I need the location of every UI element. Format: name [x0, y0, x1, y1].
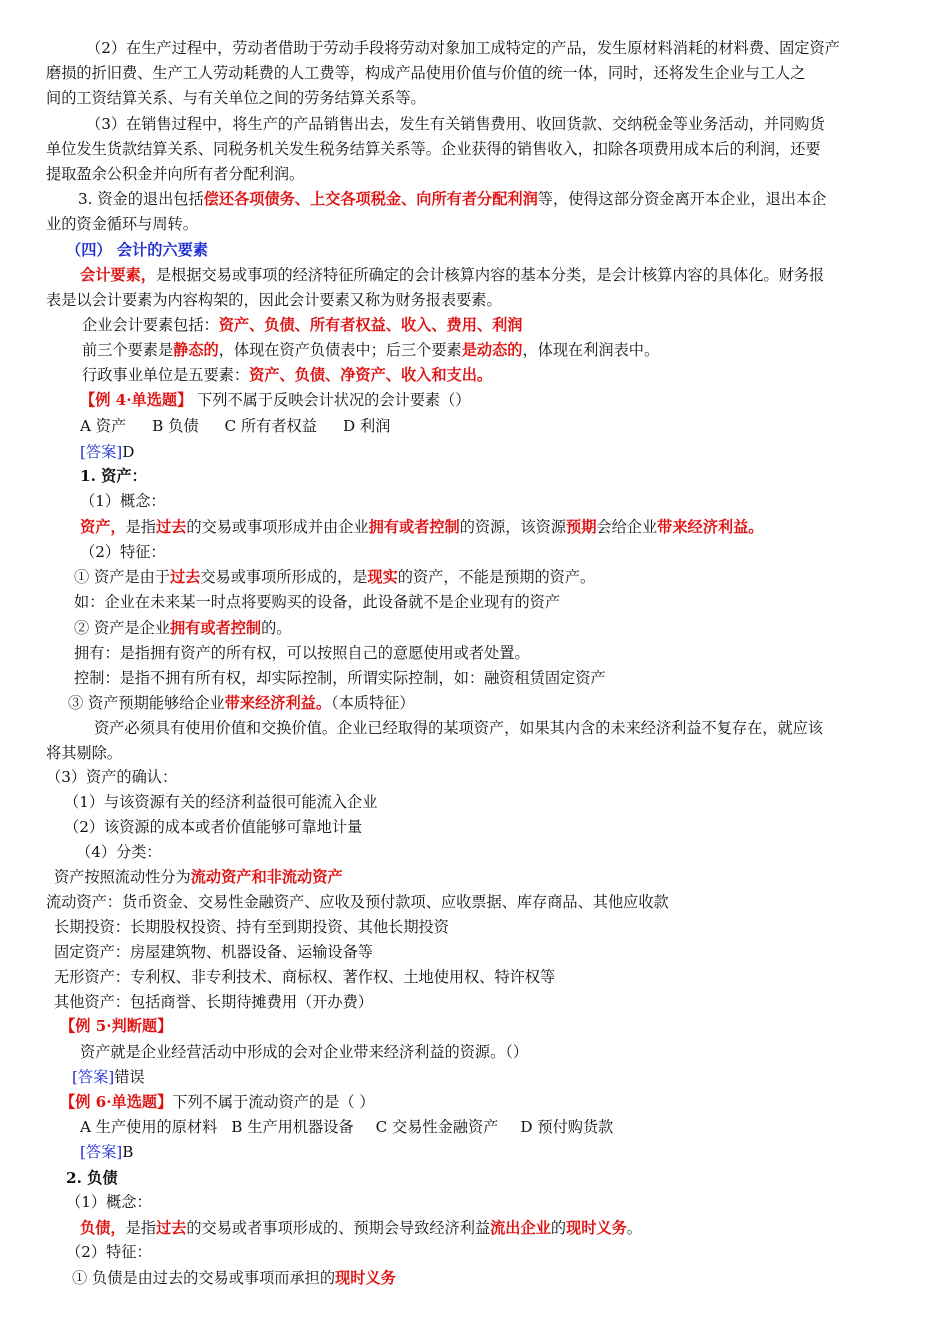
text-line: [80, 466, 147, 488]
text-line: [82, 340, 659, 362]
body-text: 下列不属于流动资产的是（ ）: [172, 1093, 375, 1111]
text-line: [66, 1192, 152, 1214]
text-line: [54, 917, 449, 939]
text-line: [64, 792, 377, 814]
text-line: [64, 817, 362, 839]
heading-text: 2. 负债: [66, 1169, 118, 1187]
body-text: （2）特征：: [66, 1243, 152, 1261]
body-text: 会给企业: [596, 518, 658, 536]
text-line: [46, 290, 502, 312]
text-line: [76, 842, 162, 864]
body-text: （3）在销售过程中，将生产的产品销售出去，发生有关销售费用、收回货款、交纳税金等业务活动，并同购货: [86, 115, 825, 133]
text-line: [54, 967, 555, 989]
body-text: B 生产用机器设备: [231, 1118, 354, 1136]
text-line: [80, 1117, 613, 1139]
text-line: [72, 1067, 145, 1089]
highlight-text: 资产，: [80, 518, 126, 536]
body-text: 资产按照流动性分为: [54, 868, 191, 886]
body-text: （1）概念：: [80, 492, 166, 510]
text-line: [80, 1218, 642, 1240]
body-text: D 预付购货款: [520, 1118, 614, 1136]
body-text: （2）该资源的成本或者价值能够可靠地计量: [64, 818, 363, 836]
highlight-text: 预期: [566, 518, 597, 536]
text-line: [80, 416, 390, 438]
highlight-text: 偿还各项债务、上交各项税金、向所有者分配利润: [203, 190, 538, 208]
body-text: 无形资产：专利权、非专利技术、商标权、著作权、土地使用权、特许权等: [54, 968, 556, 986]
text-line: [74, 567, 595, 589]
highlight-text: 过去: [169, 568, 201, 586]
highlight-text: 是动态的: [461, 341, 523, 359]
text-line: [86, 114, 825, 136]
heading-text: [答案]: [80, 1143, 123, 1161]
highlight-text: 会计要素，: [80, 266, 156, 284]
body-text: 资产就是企业经营活动中形成的会对企业带来经济利益的资源。（）: [80, 1043, 529, 1061]
body-text: （4）分类：: [76, 843, 162, 861]
body-text: 错误: [114, 1068, 145, 1086]
highlight-text: 现时义务: [566, 1219, 627, 1237]
heading-text: [答案]: [72, 1068, 115, 1086]
highlight-text: 【例 4·单选题】: [80, 391, 193, 409]
body-text: 如：企业在未来某一时点将要购买的设备，此设备就不是企业现有的资产: [74, 593, 560, 611]
body-text: （本质特征）: [331, 694, 415, 712]
text-line: [54, 867, 343, 889]
body-text: B: [122, 1143, 134, 1161]
highlight-text: 资产、负债、净资产、收入和支出。: [249, 366, 493, 384]
heading-text: [答案]: [80, 443, 123, 461]
highlight-text: 现时义务: [335, 1269, 396, 1287]
body-text: 的资源，该资源: [459, 518, 566, 536]
text-line: [46, 892, 669, 914]
body-text: 的资产，不能是预期的资产。: [397, 568, 596, 586]
highlight-text: 过去: [155, 1219, 187, 1237]
body-text: 控制：是指不拥有所有权，却实际控制，所谓实际控制，如：融资租赁固定资产: [74, 669, 606, 687]
text-line: [46, 164, 304, 186]
text-line: [54, 942, 373, 964]
body-text: 磨损的折旧费、生产工人劳动耗费的人工费等，构成产品使用价值与价值的统一体，同时，还将发生企业与工人之: [46, 64, 806, 82]
body-text: A 资产: [80, 417, 127, 435]
highlight-text: 拥有或者控制: [368, 518, 460, 536]
highlight-text: 现实: [367, 568, 398, 586]
text-line: [86, 38, 840, 60]
text-line: [78, 189, 826, 211]
body-text: 等，使得这部分资金离开本企业，退出本企: [537, 190, 827, 208]
body-text: （1）与该资源有关的经济利益很可能流入企业: [64, 793, 378, 811]
text-line: [54, 992, 373, 1014]
body-text: 长期投资：长期股权投资、持有至到期投资、其他长期投资: [54, 918, 449, 936]
heading-text: 1. 资产：: [80, 467, 147, 485]
body-text: 的。: [261, 619, 292, 637]
body-text: ，体现在资产负债表中；后三个要素: [218, 341, 462, 359]
highlight-text: 资产、负债、所有者权益、收入、费用、利润: [218, 316, 523, 334]
body-text: 业的资金循环与周转。: [46, 215, 198, 233]
body-text: （2）在生产过程中，劳动者借助于劳动手段将劳动对象加工成特定的产品，发生原材料消耗的材料费、固定资产: [86, 39, 840, 57]
highlight-text: 带来经济利益。: [224, 694, 332, 712]
text-line: [46, 743, 122, 765]
text-line: [80, 542, 166, 564]
body-text: （2）特征：: [80, 543, 166, 561]
text-line: [80, 1142, 133, 1164]
highlight-text: 【例 5·判断题】: [60, 1017, 173, 1035]
highlight-text: 流动资产和非流动资产: [190, 868, 343, 886]
highlight-text: 过去: [155, 518, 187, 536]
text-line: [80, 265, 824, 287]
text-line: [66, 1168, 118, 1190]
text-line: [46, 139, 821, 161]
body-text: 。: [626, 1219, 642, 1237]
text-line: [80, 442, 134, 464]
text-line: [46, 88, 426, 110]
text-line: [72, 1268, 396, 1290]
body-text: 拥有：是指拥有资产的所有权，可以按照自己的意愿使用或者处置。: [74, 644, 530, 662]
text-line: [74, 643, 530, 665]
body-text: （3）资产的确认：: [46, 768, 178, 786]
body-text: ① 负债是由过去的交易或事项而承担的: [72, 1269, 336, 1287]
text-line: [46, 767, 177, 789]
heading-text: （四） 会计的六要素: [66, 241, 208, 259]
highlight-text: 静态的: [173, 341, 219, 359]
body-text: 下列不属于反映会计状况的会计要素（）: [192, 391, 471, 409]
text-line: [60, 1092, 375, 1114]
highlight-text: 负债，: [80, 1219, 126, 1237]
text-line: [68, 693, 415, 715]
body-text: A 生产使用的原材料: [80, 1118, 218, 1136]
text-line: [80, 1042, 528, 1064]
body-text: ② 资产是企业: [74, 619, 170, 637]
text-line: [46, 214, 198, 236]
body-text: 前三个要素是: [82, 341, 174, 359]
text-line: [82, 315, 522, 337]
body-text: 固定资产：房屋建筑物、机器设备、运输设备等: [54, 943, 373, 961]
highlight-text: 【例 6·单选题】: [60, 1093, 173, 1111]
body-text: C 交易性金融资产: [375, 1118, 499, 1136]
body-text: 企业会计要素包括：: [82, 316, 219, 334]
text-line: [74, 668, 606, 690]
text-line: [74, 592, 560, 614]
body-text: ① 资产是由于: [74, 568, 170, 586]
body-text: 是指: [125, 518, 156, 536]
text-line: [66, 240, 208, 262]
body-text: 是根据交易或事项的经济特征所确定的会计核算内容的基本分类，是会计核算内容的具体化。财务报: [155, 266, 825, 284]
body-text: 的交易或者事项形成的、预期会导致经济利益: [186, 1219, 491, 1237]
body-text: 的: [550, 1219, 566, 1237]
body-text: 表是以会计要素为内容构架的，因此会计要素又称为财务报表要素。: [46, 291, 502, 309]
highlight-text: 流出企业: [490, 1219, 551, 1237]
text-line: [94, 718, 823, 740]
highlight-text: 拥有或者控制: [169, 619, 262, 637]
body-text: 交易或事项所形成的，是: [200, 568, 368, 586]
body-text: 资产必须具有使用价值和交换价值。企业已经取得的某项资产，如果其内含的未来经济利益不复存在，就应该: [94, 719, 823, 737]
text-line: [74, 618, 291, 640]
body-text: 将其剔除。: [46, 744, 122, 762]
body-text: ③ 资产预期能够给企业: [68, 694, 225, 712]
text-line: [60, 1016, 172, 1038]
body-text: 其他资产：包括商誉、长期待摊费用（开办费）: [54, 993, 373, 1011]
body-text: D: [122, 443, 135, 461]
body-text: 3. 资金的退出包括: [78, 190, 204, 208]
body-text: （1）概念：: [66, 1193, 152, 1211]
highlight-text: 带来经济利益。: [657, 518, 764, 536]
text-line: [80, 390, 470, 412]
body-text: 间的工资结算关系、与有关单位之间的劳务结算关系等。: [46, 89, 426, 107]
text-line: [66, 1242, 152, 1264]
text-line: [82, 365, 492, 387]
text-line: [46, 63, 805, 85]
body-text: C 所有者权益: [224, 417, 317, 435]
body-text: 流动资产：货币资金、交易性金融资产、应收及预付款项、应收票据、库存商品、其他应收款: [46, 893, 669, 911]
text-line: [80, 491, 166, 513]
body-text: 是指: [125, 1219, 156, 1237]
body-text: 行政事业单位是五要素：: [82, 366, 250, 384]
body-text: 单位发生货款结算关系、同税务机关发生税务结算关系等。企业获得的销售收入，扣除各项费用成本后的利润，还要: [46, 140, 821, 158]
body-text: B 负债: [152, 417, 199, 435]
body-text: 提取盈余公积金并向所有者分配利润。: [46, 165, 305, 183]
body-text: D 利润: [342, 417, 391, 435]
text-line: [80, 517, 763, 539]
body-text: ，体现在利润表中。: [522, 341, 660, 359]
body-text: 的交易或事项形成并由企业: [186, 518, 369, 536]
